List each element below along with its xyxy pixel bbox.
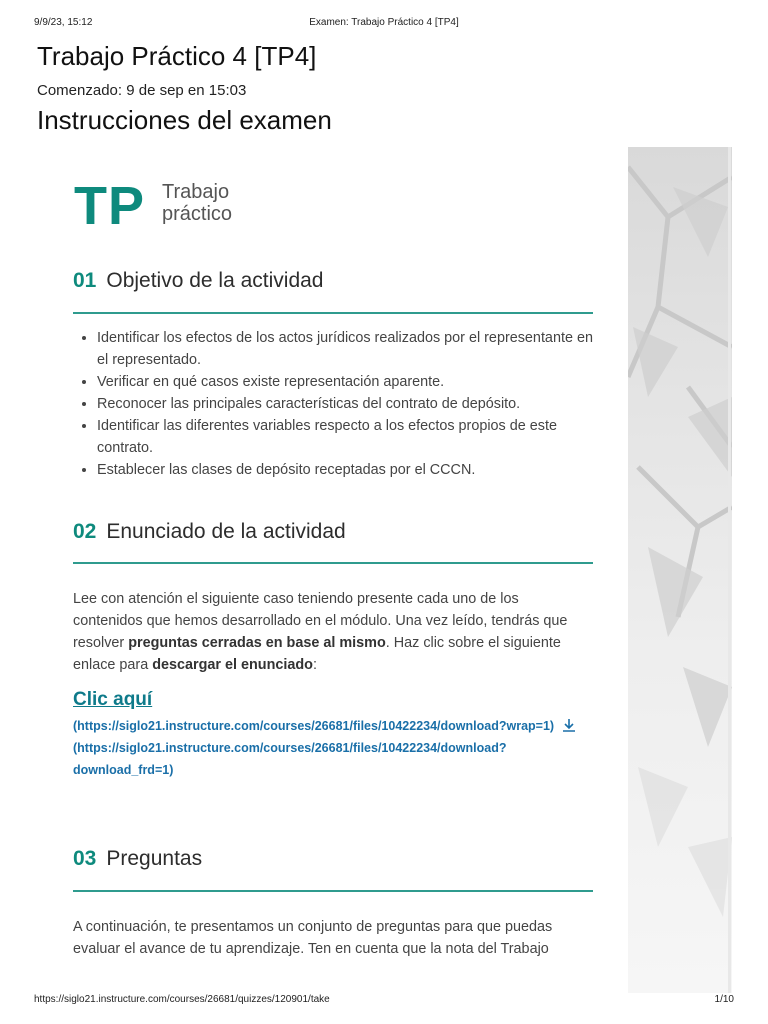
list-item: • Identificar las diferentes variables respecto a los efectos propios de este contrato. bbox=[97, 415, 607, 459]
section-number: 02 bbox=[73, 520, 97, 543]
geometric-pattern-icon bbox=[628, 147, 732, 993]
section-heading-objetivo bbox=[73, 266, 324, 296]
list-item: • Verificar en qué casos existe representación aparente. bbox=[97, 371, 607, 393]
tp-logo-label bbox=[162, 181, 232, 225]
section-divider bbox=[73, 312, 593, 314]
list-item: • Establecer las clases de depósito receptadas por el CCCN. bbox=[97, 459, 607, 481]
print-url: https://siglo21.instructure.com/courses/26681/quizzes/120901/take bbox=[34, 994, 330, 1005]
enunciado-paragraph bbox=[73, 588, 583, 676]
section-heading-enunciado bbox=[73, 517, 346, 547]
enunciado-text: Lee con atención el siguiente caso teniendo presente cada uno de los contenidos que hemos desarrollado en el módulo. Una vez leído, tendrás que resolver bbox=[73, 591, 568, 651]
section-title: Enunciado de la actividad bbox=[106, 520, 346, 543]
section-number: 03 bbox=[73, 847, 97, 870]
enunciado-bold: descargar el enunciado bbox=[152, 657, 313, 673]
download-icon[interactable] bbox=[562, 717, 576, 731]
print-title: Examen: Trabajo Práctico 4 [TP4] bbox=[309, 17, 459, 28]
list-item: • Identificar los efectos de los actos jurídicos realizados por el representante en el representado. bbox=[97, 327, 607, 371]
page-number: 1/10 bbox=[714, 994, 734, 1005]
preguntas-intro: A continuación, te presentamos un conjunto de preguntas para que puedas evaluar el avance de tu aprendizaje. Ten en cuenta que la nota del Trabajo bbox=[73, 919, 553, 957]
section-divider bbox=[73, 562, 593, 564]
section-title: Objetivo de la actividad bbox=[106, 269, 324, 292]
section-divider bbox=[73, 890, 593, 892]
download-url-frd[interactable]: (https://siglo21.instructure.com/courses/26681/files/10422234/download?download_frd=1) bbox=[73, 741, 507, 777]
enunciado-text: . Haz clic sobre el siguiente enlace para bbox=[73, 635, 561, 673]
page-title: Trabajo Práctico 4 [TP4] bbox=[37, 41, 317, 71]
tp-logo: TP bbox=[74, 176, 146, 236]
scrollbar-track bbox=[728, 147, 731, 993]
section-number: 01 bbox=[73, 269, 97, 292]
enunciado-bold: preguntas cerradas en base al mismo bbox=[128, 635, 386, 651]
section-title: Preguntas bbox=[106, 847, 203, 870]
download-link[interactable]: Clic aquí bbox=[73, 689, 153, 710]
started-timestamp: Comenzado: 9 de sep en 15:03 bbox=[37, 82, 247, 99]
tp-logo-line1: Trabajo bbox=[162, 181, 230, 203]
download-url-wrap[interactable]: (https://siglo21.instructure.com/courses/26681/files/10422234/download?wrap=1) bbox=[73, 719, 555, 733]
decorative-side-image bbox=[628, 147, 732, 993]
objectives-list bbox=[73, 327, 607, 481]
print-footer bbox=[0, 994, 768, 1008]
list-item: • Reconocer las principales características del contrato de depósito. bbox=[97, 393, 607, 415]
tp-logo-line2: práctico bbox=[162, 203, 233, 225]
print-header bbox=[0, 17, 768, 31]
section-heading-preguntas bbox=[73, 844, 202, 874]
print-datetime: 9/9/23, 15:12 bbox=[34, 17, 93, 28]
enunciado-text: : bbox=[312, 657, 317, 673]
download-urls bbox=[73, 715, 583, 781]
instructions-heading: Instrucciones del examen bbox=[37, 105, 332, 135]
